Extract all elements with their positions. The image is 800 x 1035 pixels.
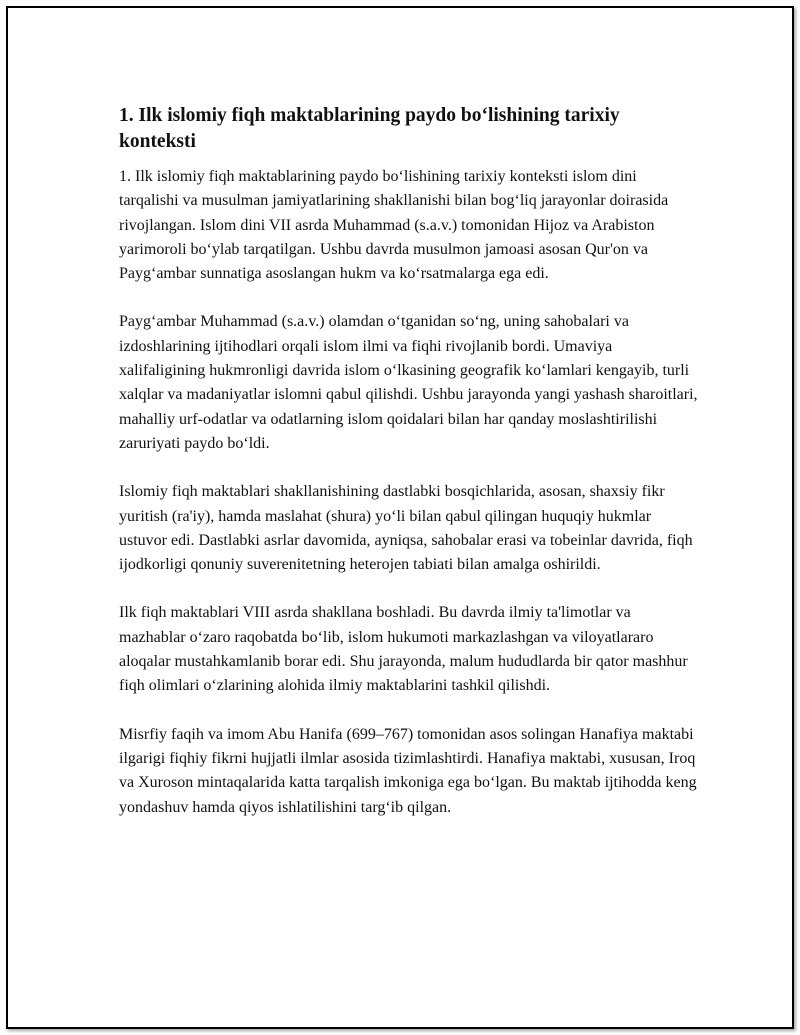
section-heading: 1. Ilk islomiy fiqh maktablarining paydo bo‘lishining tarixiy konteksti [119, 105, 620, 152]
paragraph: Islomiy fiqh maktablari shakllanishining dastlabki bosqichlarida, asosan, shaxsiy fikr yuritish (ra'iy), hamda maslahat (shura) yo‘li bilan qabul qilingan huquqiy hukmlar ustuvor edi. Dastlabki asrlar davomida, ayniqsa, sahobalar erasi va tobeinlar davrida, fiqh ijodkorligi qonuniy suverenitetning heterojen tabiati bilan amalga oshirildi. [119, 483, 693, 574]
paragraph: Payg‘ambar Muhammad (s.a.v.) olamdan o‘tganidan so‘ng, uning sahobalari va izdoshlarining ijtihodlari orqali islom ilmi va fiqhi rivojlanib bordi. Umaviya xalifaligining hukmronligi davrida islom o‘lkasining geografik ko‘lamlari kengayib, turli xalqlar va madaniyatlar islomni qabul qilishdi. Ushbu jarayonda yangi yashash sharoitlari, mahalliy urf-odatlar va odatlarning islom qoidalari bilan har qanday moslashtirilishi zaruriyati paydo bo‘ldi. [119, 313, 698, 452]
document-page [6, 6, 794, 1029]
paragraph: Misrfiy faqih va imom Abu Hanifa (699–767) tomonidan asos solingan Hanafiya maktabi ilgarigi fiqhiy fikrni hujjatli ilmlar asosida tizimlashtirdi. Hanafiya maktabi, xususan, Iroq va Xuroson mintaqalarida katta tarqalish imkoniga ega bo‘lgan. Bu maktab ijtihodda keng yondashuv hamda qiyos ishlatilishini targ‘ib qilgan. [119, 725, 697, 816]
paragraph: Ilk fiqh maktablari VIII asrda shakllana boshladi. Bu davrda ilmiy ta'limotlar va mazhablar o‘zaro raqobatda bo‘lib, islom hukumoti markazlashgan va viloyatlararo aloqalar mustahkamlanib borar edi. Shu jarayonda, malum hududlarda bir qator mashhur fiqh olimlari o‘zlarining alohida ilmiy maktablarini tashkil qilishdi. [119, 604, 688, 695]
paragraph: 1. Ilk islomiy fiqh maktablarining paydo bo‘lishining tarixiy konteksti islom dini tarqalishi va musulman jamiyatlarining shakllanishi bilan bog‘liq jarayonlar doirasida rivojlangan. Islom dini VII asrda Muhammad (s.a.v.) tomonidan Hijoz va Arabiston yarimoroli bo‘ylab tarqatilgan. Ushbu davrda musulmon jamoasi asosan Qur'on va Payg‘ambar sunnatiga asoslangan hukm va ko‘rsatmalarga ega edi. [119, 168, 669, 283]
document-content [119, 103, 699, 844]
